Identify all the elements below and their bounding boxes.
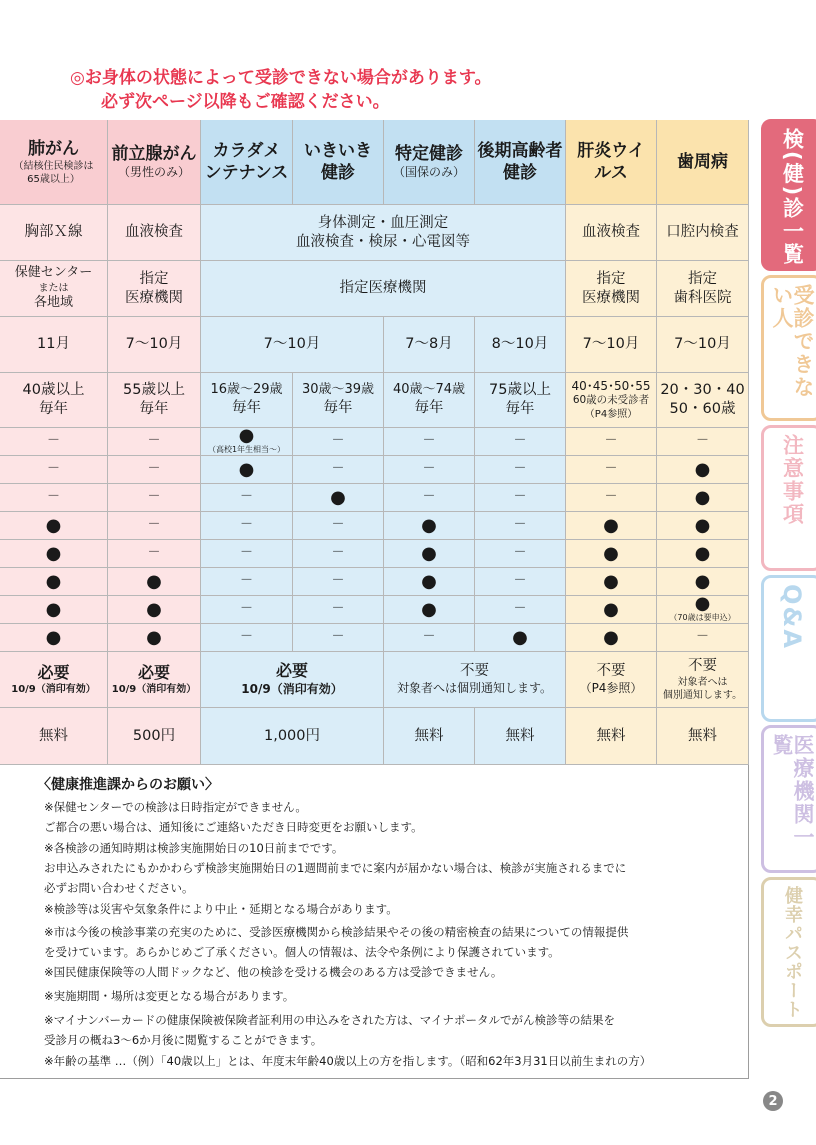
fee-tokutei: 無料 [384, 708, 475, 765]
eligibility-perio [657, 373, 749, 428]
eligibility-lung [0, 373, 108, 428]
matrix-cell [201, 596, 293, 624]
dash-mark: － [331, 573, 345, 589]
location-perio [657, 261, 749, 317]
matrix-cell [0, 596, 108, 624]
eligibility-koki-line-1: 75歳以上 [489, 382, 551, 399]
header-lung-note: （結核住民検診は65歳以上） [13, 161, 94, 186]
matrix-cell [566, 456, 657, 484]
symptom-matrix [0, 428, 749, 652]
matrix-cell [0, 456, 108, 484]
matrix-cell [475, 624, 566, 652]
header-tokutei-note: （国保のみ） [392, 165, 465, 180]
dot-mark: ● [694, 514, 711, 536]
matrix-cell [566, 540, 657, 568]
dash-mark: － [147, 433, 161, 449]
matrix-cell [384, 596, 475, 624]
matrix-cell [475, 512, 566, 540]
period-tokutei: 7～8月 [384, 317, 475, 373]
dash-mark: － [513, 517, 527, 533]
dash-mark: － [513, 545, 527, 561]
matrix-cell [293, 624, 384, 652]
dot-mark: ● [421, 598, 437, 620]
header-ikiiki-title: いきいき健診 [304, 140, 372, 183]
header-koki [475, 120, 566, 205]
application-shared-status: 必要 [275, 661, 308, 681]
location-lung [0, 261, 108, 317]
eligibility-karada-line-2: 毎年 [232, 400, 261, 417]
dot-mark: ● [146, 570, 162, 592]
matrix-cell [293, 484, 384, 512]
matrix-cell [384, 540, 475, 568]
perio-age-note: （70歳は要申込） [669, 613, 736, 623]
header-perio-title: 歯周病 [677, 151, 728, 172]
eligibility-karada-line-1: 16歳～29歳 [210, 382, 283, 398]
matrix-cell [475, 456, 566, 484]
dash-mark: － [239, 629, 253, 645]
matrix-cell [0, 568, 108, 596]
matrix-cell [475, 428, 566, 456]
header-karada-title: カラダメンテナンス [204, 140, 289, 183]
matrix-cell [566, 428, 657, 456]
matrix-cell [566, 568, 657, 596]
matrix-cell [108, 484, 201, 512]
matrix-cell [384, 484, 475, 512]
fee-koki: 無料 [475, 708, 566, 765]
period-prostate: 7～10月 [108, 317, 201, 373]
header-liver [566, 120, 657, 205]
header-lung [0, 120, 108, 205]
header-prostate [108, 120, 201, 205]
dot-mark: ● [45, 542, 62, 564]
dash-mark: － [147, 517, 161, 533]
matrix-cell [201, 568, 293, 596]
tab-qa-label: Q&A [778, 584, 806, 650]
location-liver-line-1: 指定 [596, 270, 626, 287]
dash-mark: － [604, 489, 618, 505]
location-lung-line-1: 保健センター [14, 265, 93, 281]
matrix-cell [108, 512, 201, 540]
eligibility-koki [475, 373, 566, 428]
note-item: ※保健センターでの検診は日時指定ができません。 ご都合の悪い場合は、通知後にご連絡いただき日時変更をお願いします。 [44, 800, 423, 834]
period-lung: 11月 [0, 317, 108, 373]
header-tokutei-title: 特定健診 [395, 144, 463, 165]
header-perio [657, 120, 749, 205]
content-shared [201, 205, 566, 261]
note-item: ※各検診の通知時期は検診実施開始日の10日前までです。 お申込みされたにもかかわらず検診実施開始日の1週間前までに案内が届かない場合は、検診が実施されるまでに 必ずお問い合わせください。 [44, 841, 627, 895]
dash-mark: － [422, 433, 436, 449]
note-item: ※実施期間・場所は変更となる場合があります。 [44, 989, 295, 1003]
matrix-cell [475, 596, 566, 624]
fee-perio: 無料 [657, 708, 749, 765]
note-item: ※検診等は災害や気象条件により中止・延期となる場合があります。 [44, 902, 398, 916]
matrix-cell [0, 540, 108, 568]
application-liver-status: 不要 [596, 663, 626, 680]
dot-mark: ● [330, 486, 346, 508]
application-prostate [108, 652, 201, 708]
dash-mark: － [422, 489, 436, 505]
application-perio-note-1: 対象者へは [677, 676, 728, 688]
matrix-cell [0, 428, 108, 456]
eligibility-lung-line-1: 40歳以上 [22, 382, 85, 399]
dot-mark: ● [603, 514, 619, 536]
header-lung-title: 肺がん [28, 138, 79, 159]
dash-mark: － [239, 517, 253, 533]
tab-notes[interactable] [761, 425, 816, 571]
eligibility-prostate-line-1: 55歳以上 [123, 382, 185, 399]
eligibility-koki-line-2: 毎年 [505, 401, 535, 417]
period-liver: 7～10月 [566, 317, 657, 373]
eligibility-liver-line-1: 40･45･50･55 [571, 378, 651, 393]
note-item: ※市は今後の検診事業の充実のために、受診医療機関から検診結果やその後の精密検査の結果についての情報提供 を受けています。あらかじめご了承ください。個人の情報は、法令や条例により保護されています。 [44, 925, 629, 959]
application-perio-note-2: 個別通知します。 [662, 689, 743, 701]
application-karada-ikiiki [201, 652, 384, 708]
matrix-cell [384, 456, 475, 484]
notice-line-2: 必ず次ページ以降もご確認ください。 [101, 92, 390, 112]
matrix-cell [657, 596, 749, 624]
dash-mark: － [513, 461, 527, 477]
header-liver-title: 肝炎ウイルス [577, 140, 645, 183]
matrix-cell [0, 512, 108, 540]
matrix-cell [201, 540, 293, 568]
dash-mark: － [604, 461, 618, 477]
page-number: 2 [763, 1091, 783, 1111]
matrix-cell [108, 428, 201, 456]
location-perio-line-2: 歯科医院 [673, 289, 732, 306]
dash-mark: － [331, 517, 345, 533]
matrix-cell [293, 456, 384, 484]
tab-health-passport[interactable] [761, 877, 816, 1027]
notice-line-1: ◎お身体の状態によって受診できない場合があります。 [70, 68, 492, 88]
location-prostate-line-2: 医療機関 [125, 289, 183, 306]
dash-mark: － [513, 601, 527, 617]
eligibility-ikiiki-line-2: 毎年 [323, 400, 353, 417]
eligibility-perio-line-1: 20・30・40 [660, 382, 745, 399]
fee-liver: 無料 [566, 708, 657, 765]
dash-mark: － [513, 489, 527, 505]
content-shared-line-1: 身体測定・血圧測定 [317, 214, 449, 231]
dot-mark: ● [603, 598, 619, 620]
dash-mark: － [147, 545, 161, 561]
location-prostate-line-1: 指定 [139, 270, 169, 287]
location-shared: 指定医療機関 [201, 261, 566, 317]
dash-mark: － [695, 629, 709, 645]
matrix-cell [657, 456, 749, 484]
dash-mark: － [513, 573, 527, 589]
notes-section [0, 765, 749, 1079]
matrix-cell [475, 540, 566, 568]
application-tk-status: 不要 [460, 663, 489, 680]
eligibility-prostate [108, 373, 201, 428]
dash-mark: － [239, 601, 253, 617]
dash-mark: － [422, 629, 436, 645]
matrix-cell [566, 484, 657, 512]
eligibility-ikiiki-line-1: 30歳～39歳 [301, 382, 375, 398]
dot-mark: ● [421, 514, 437, 536]
application-shared-deadline: 10/9（消印有効） [241, 682, 343, 697]
application-perio-status: 不要 [688, 658, 717, 675]
content-perio: 口腔内検査 [657, 205, 749, 261]
matrix-cell [657, 568, 749, 596]
dot-mark: ● [45, 598, 62, 620]
eligibility-karada [201, 373, 293, 428]
matrix-cell [293, 540, 384, 568]
dash-mark: － [331, 433, 345, 449]
dot-mark: ● [694, 596, 711, 615]
location-liver-line-2: 医療機関 [582, 289, 640, 306]
dash-mark: － [239, 489, 253, 505]
location-prostate [108, 261, 201, 317]
tab-ineligible-label: 受診できない人 [770, 284, 815, 399]
eligibility-tokutei [384, 373, 475, 428]
application-lung [0, 652, 108, 708]
application-tokutei-koki [384, 652, 566, 708]
dash-mark: － [331, 601, 345, 617]
dot-mark: ● [421, 542, 437, 564]
note-item: ※年齢の基準 …（例）「40歳以上」とは、年度末年齢40歳以上の方を指します。（昭和62年3月31日以前生まれの方） [44, 1054, 652, 1068]
location-liver [566, 261, 657, 317]
header-koki-title: 後期高齢者健診 [477, 140, 563, 183]
matrix-cell [201, 484, 293, 512]
application-prostate-deadline: 10/9（消印有効） [111, 684, 197, 696]
dot-mark: ● [603, 542, 619, 564]
period-karada-ikiiki: 7～10月 [201, 317, 384, 373]
matrix-cell [475, 484, 566, 512]
karada-grade-note: （高校1年生相当～） [207, 445, 286, 455]
eligibility-tokutei-line-2: 毎年 [414, 400, 444, 417]
matrix-cell [293, 568, 384, 596]
dash-mark: － [422, 461, 436, 477]
dot-mark: ● [694, 570, 711, 592]
dot-mark: ● [694, 458, 711, 480]
eligibility-lung-line-2: 毎年 [39, 401, 68, 417]
dot-mark: ● [694, 542, 711, 564]
matrix-cell [384, 428, 475, 456]
tab-health-passport-label: 健幸パスポート [782, 886, 803, 1019]
matrix-cell [384, 512, 475, 540]
dot-mark: ● [45, 570, 62, 592]
matrix-cell [657, 512, 749, 540]
dot-mark: ● [146, 598, 162, 620]
eligibility-prostate-line-2: 毎年 [139, 401, 169, 417]
dot-mark: ● [421, 570, 437, 592]
matrix-cell [657, 624, 749, 652]
matrix-cell [108, 456, 201, 484]
content-shared-line-2: 血液検査・検尿・心電図等 [296, 233, 470, 250]
matrix-cell [293, 512, 384, 540]
matrix-cell [475, 568, 566, 596]
dot-mark: ● [603, 570, 619, 592]
screening-table [0, 120, 749, 765]
dot-mark: ● [603, 626, 619, 648]
dot-mark: ● [512, 626, 528, 648]
matrix-cell [657, 428, 749, 456]
tab-qa[interactable] [761, 575, 816, 722]
location-lung-line-2: または [38, 283, 69, 294]
eligibility-liver [566, 373, 657, 428]
header-tokutei [384, 120, 475, 205]
tab-medical-institutions[interactable] [761, 725, 816, 873]
matrix-cell [108, 596, 201, 624]
dot-mark: ● [694, 486, 711, 508]
dash-mark: － [604, 433, 618, 449]
dash-mark: － [239, 573, 253, 589]
matrix-cell [566, 512, 657, 540]
header-prostate-title: 前立腺がん [111, 144, 197, 165]
dash-mark: － [46, 433, 60, 449]
matrix-cell [293, 428, 384, 456]
dash-mark: － [513, 433, 527, 449]
application-tk-note: 対象者へは個別通知します。 [396, 681, 553, 696]
dot-mark: ● [238, 428, 255, 447]
application-perio [657, 652, 749, 708]
content-lung: 胸部Ｘ線 [0, 205, 108, 261]
dot-mark: ● [146, 626, 162, 648]
notes-title: 〈健康推進課からのお願い〉 [37, 777, 219, 793]
eligibility-liver-line-2: 60歳の未受診者 [572, 394, 650, 407]
matrix-cell [0, 624, 108, 652]
header-ikiiki [293, 120, 384, 205]
eligibility-ikiiki [293, 373, 384, 428]
matrix-cell [201, 428, 293, 456]
note-item: ※マイナンバーカードの健康保険被保険者証利用の申込みをされた方は、マイナポータルでがん検診等の結果を 受診月の概ね3～6か月後に閲覧することができます。 [44, 1013, 616, 1047]
fee-karada-ikiiki: 1,000円 [201, 708, 384, 765]
matrix-cell [293, 596, 384, 624]
application-lung-status: 必要 [37, 662, 70, 682]
tab-ineligible[interactable] [761, 275, 816, 421]
location-lung-line-3: 各地域 [33, 295, 73, 310]
matrix-cell [384, 624, 475, 652]
matrix-cell [108, 568, 201, 596]
dash-mark: － [331, 545, 345, 561]
dash-mark: － [695, 433, 709, 449]
tab-screening-list[interactable] [761, 119, 816, 271]
location-perio-line-1: 指定 [688, 270, 717, 287]
matrix-cell [384, 568, 475, 596]
notice-heading [70, 66, 491, 114]
matrix-cell [108, 624, 201, 652]
dash-mark: － [239, 545, 253, 561]
tab-screening-list-label: 検(健)診一覧 [780, 128, 805, 267]
content-prostate: 血液検査 [108, 205, 201, 261]
content-liver: 血液検査 [566, 205, 657, 261]
matrix-cell [566, 596, 657, 624]
dash-mark: － [147, 489, 161, 505]
matrix-cell [566, 624, 657, 652]
period-perio: 7～10月 [657, 317, 749, 373]
application-liver-note: （P4参照） [579, 681, 643, 696]
dash-mark: － [331, 461, 345, 477]
matrix-cell [108, 540, 201, 568]
matrix-cell [657, 540, 749, 568]
dash-mark: － [46, 489, 60, 505]
note-item: ※国民健康保険等の人間ドックなど、他の検診を受ける機会のある方は受診できません。 [44, 965, 503, 979]
period-koki: 8～10月 [475, 317, 566, 373]
fee-prostate: 500円 [108, 708, 201, 765]
header-prostate-note: （男性のみ） [117, 165, 190, 180]
application-prostate-status: 必要 [137, 662, 170, 682]
dash-mark: － [147, 461, 161, 477]
dot-mark: ● [45, 514, 62, 536]
application-lung-deadline: 10/9（消印有効） [11, 684, 96, 696]
fee-lung: 無料 [0, 708, 108, 765]
header-karada [201, 120, 293, 205]
eligibility-liver-line-3: （P4参照） [584, 409, 638, 421]
eligibility-tokutei-line-1: 40歳～74歳 [392, 382, 466, 398]
matrix-cell [201, 456, 293, 484]
dot-mark: ● [45, 626, 62, 648]
tab-medical-institutions-label: 医療機関一覧 [770, 734, 815, 849]
dash-mark: － [331, 629, 345, 645]
matrix-cell [0, 484, 108, 512]
matrix-cell [657, 484, 749, 512]
matrix-cell [201, 512, 293, 540]
eligibility-perio-line-2: 50・60歳 [669, 401, 736, 417]
dot-mark: ● [238, 458, 255, 480]
tab-notes-label: 注意事項 [780, 434, 805, 526]
matrix-cell [201, 624, 293, 652]
application-liver [566, 652, 657, 708]
dash-mark: － [46, 461, 60, 477]
